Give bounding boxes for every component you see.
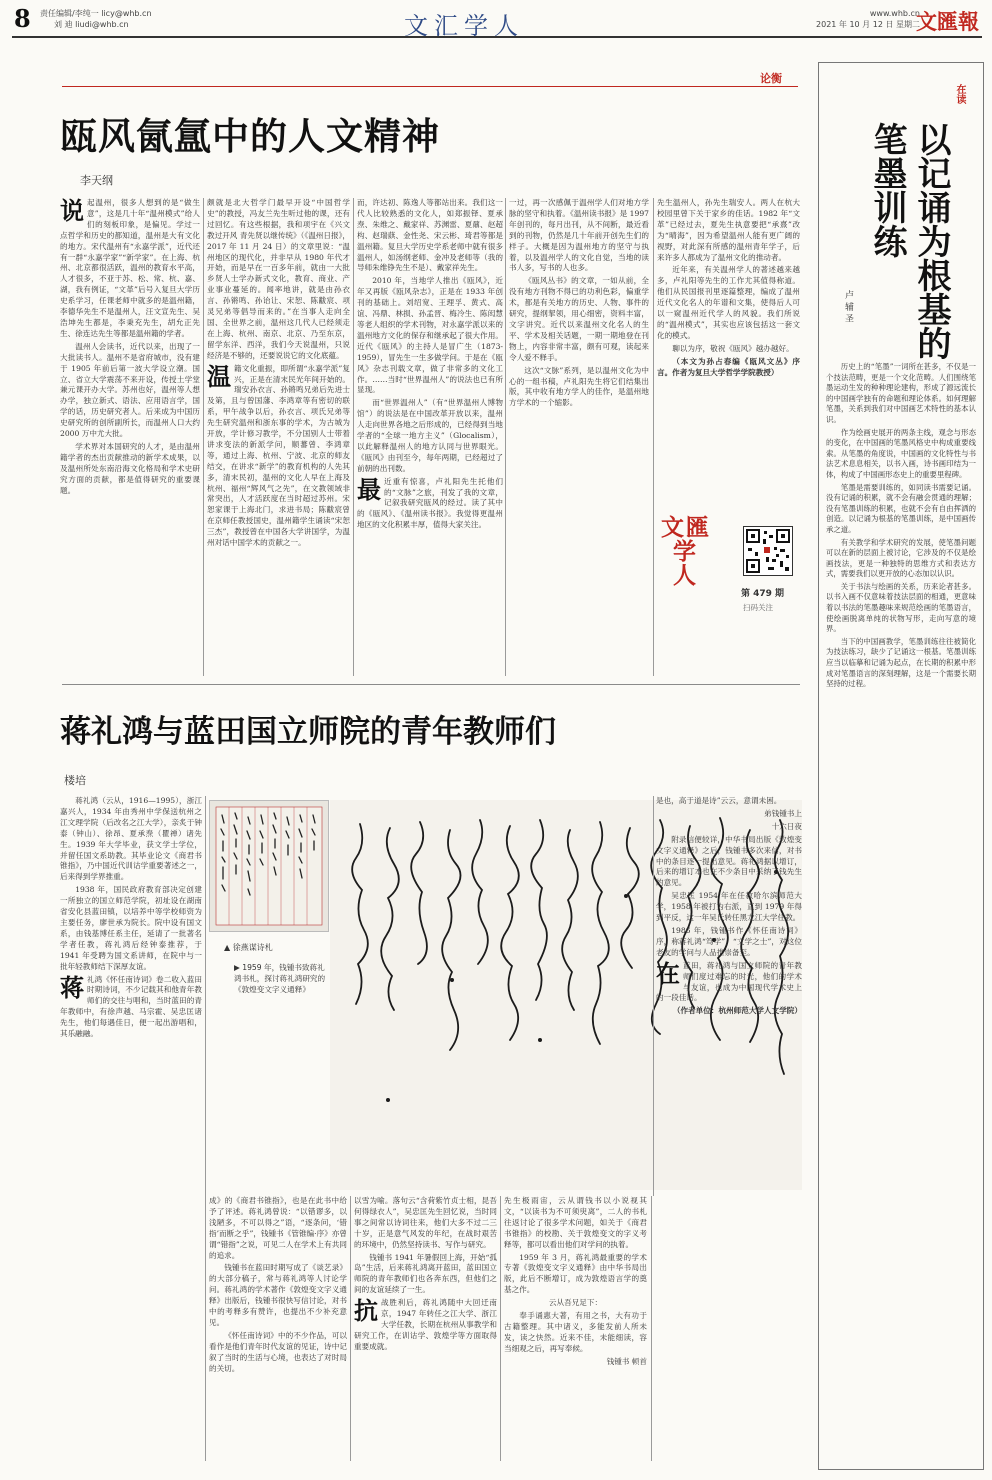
article1-col1-paragraph-1: 起温州，很多人想到的是“做生意”，这是几十年“温州模式”给人们的刻板印象，是偏见。学过一点哲学和历史的都知道，温州是大有文化的地方。宋代温州有“永嘉学派”，近代还有一群“永嘉学家”“新学家”。在上海、杭州、北京都很活跃，温州的教育水平高，人才很多，不亚于苏、松、常、杭、嘉、湖，我有例证，“文革”后号入复旦大学历史系学习，任课老师中就多的是温州籍，李德华先生不是温州人，汪文宣先生、吴浩坤先生都是，李秉充先生，胡允正先生、徐连达先生等都是温州籍的学者。 xyxy=(60,198,200,338)
article1-top-rule xyxy=(62,86,798,87)
column-rule xyxy=(350,1196,351,1461)
article1-tag: 论衡 xyxy=(760,72,782,85)
manuscript-figure-1 xyxy=(209,800,329,932)
article2-colB-paragraph-1: 成》的《商君书锥指》，也是在此书中给予了评述。蒋礼鸿曾说：“以错谬多，以浅陋多，不可以得之”语，“逐条问，‘错指’而断之乎”，钱锺书《管锥编·序》亦曾谓“错指”之说，可见二人在学术上有共同的追求。 xyxy=(209,1196,347,1260)
column-rule xyxy=(505,198,506,676)
article1-column-4 xyxy=(509,198,649,676)
article2-column-2 xyxy=(209,1196,347,1461)
article2-colE-paragraph-1: 是也，高于道是诗”云云，意谓未困。 xyxy=(656,796,782,805)
article2-title: 蒋礼鸿与蓝田国立师院的青年教师们 xyxy=(60,714,556,750)
promo-issue: 第 479 期 xyxy=(741,589,785,599)
article2-colD-paragraph-1: 先生极雨宙，云从谓钱书以小说视其文，“以读书为不可须臾离”，二人的书札往返讨论了很多学术问题，如关于《商君书锥指》的校勘、关于敦煌变文的字义考释等，都可以看出他们对学问的执着。 xyxy=(504,1196,647,1249)
sidebar-title-line-2: 笔墨训练 xyxy=(867,122,907,258)
article2-column-5 xyxy=(656,796,802,1461)
column-rule xyxy=(205,796,206,1461)
sidebar-paragraph-2: 作为绘画史展开的两条主线，观念与形态的变化，在中国画的笔墨风格史中构成重要线索。从笔墨的角度说，中国画的文化特性与书法艺术息息相关，以书入画，诗书画印结为一体，构成了中国画形态史上的重要里程碑。 xyxy=(826,427,976,479)
column-rule xyxy=(651,1196,652,1461)
promo-logo-line2: 学人 xyxy=(673,539,698,589)
article2-colD-paragraph-3: 奉手诵惠大著，有用之书，大有功于古籍整理。其中诸义，多能发前人所未发，读之快然。近来不佳，未能细读，容当细观之后，再写奉候。 xyxy=(504,1311,647,1353)
article1-col1-paragraph-2: 温州人会读书，近代以来，出现了一大批读书人。温州不是省府城市，没有建于 1905 年前后第一波大学设立潮。国立、省立大学震荡不来开设，传授土学堂兼元课开办大学。苏州也好，温州等人想办学，独立新式、语法、应用语言学，国学的话，历史研究者人。后来成为中国历史研究所的创所副所长，而温州人口大约 2000 万中尤大批。 xyxy=(60,341,200,439)
sidebar-title-line-1: 以记诵为根基的 xyxy=(911,122,951,360)
article2-colA-paragraph-1: 蒋礼鸿（云从，1916—1995），浙江嘉兴人，1934 年由秀州中学保送杭州之江文理学院（后改名之江大学），亲炙于钟泰（钟山）、徐昂、夏承焘（瞿禅）诸先生。1939 年大学毕业，获文学士学位，并留任国文系助教。其毕业论文《商君书锥指》，乃中国近代训诂学重要著述之一，后来得到学界推重。 xyxy=(60,796,202,882)
article2-colB-paragraph-3: 《怀任南诗词》中的不少作品，可以看作是他们青年时代友谊的见证，诗中记叙了当时的生活与心境，也表达了对时局的关切。 xyxy=(209,1330,347,1373)
article2-colD-signature: 钱锺书 顿首 xyxy=(606,1356,647,1366)
article2-colE-signature-1: 弟钱锺书上 xyxy=(764,808,802,818)
website: www.whb.cn xyxy=(869,9,920,18)
article2-column-1 xyxy=(60,796,202,1461)
article2-colA-paragraph-3: 礼鸿《怀任南诗词》卷二收入蓝田时期诗词，不少记载其和他青年教师们的交往与唱和，当时蓝田的青年教师中，有徐声越、马宗霍、吴忠匡诸先生，他们每遇佳日，便一起出游唱和，其乐融融。 xyxy=(60,974,202,1039)
article1-col2-paragraph-1: 颇就是北大哲学门最早开设“中国哲学史”的教授，冯友兰先生听过他的课，还有过回忆。有这些根据，我和项宇在《兴文教过开风 青先贤以继传统》（《温州日报》，2017 年 11 月 24 日）的文章里说：“温州地区的现代化，并非早从 1980 年代才开始，而是早在一百多年前，就由一大批乡贤人士学办新式文化，教育、商业、产业事业蔓延的。闻率地讲，就是由孙衣言、孙锵鸣、孙诒让、宋恕、陈黻宸、项灵兄弟等倡导而来的。”在当事人走向全国、全世界之前，温州这几代人已经须走在上海、杭州、南京、北京、乃至东京，留学东洋、西洋，我们今天说温州，只说经济是不够的，还要说说它的文化底蕴。 xyxy=(207,198,350,360)
editor-credit xyxy=(40,8,152,30)
article2-author: 楼培 xyxy=(64,774,86,787)
article2-column-4 xyxy=(504,1196,647,1461)
promo-logo-line1: 文匯 xyxy=(661,515,711,541)
article2-colC-paragraph-3: 战胜利后，蒋礼鸿随中大回迁南京，1947 年转任之江大学、浙江大学任教，长期在杭州从事教学和研究工作，在训诂学、敦煌学等方面取得重要成就。 xyxy=(354,1298,497,1351)
article1-col5-paragraph-3: 聊以为序，敬祝《瓯风》越办越好。 xyxy=(672,343,794,353)
figure-1-caption: ▲ 徐燕谋诗札 xyxy=(224,943,273,952)
article2-dropcap-2: 抗 xyxy=(354,1297,378,1326)
article1-col3-paragraph-3: 而“世界温州人”（有“世界温州人博物馆”）的说法是在中国改革开放以来，温州人走向世界各地之后形成的，已经得到当地学者的“全球一地方主义”（Glocalism），以此解释温州人的地方认同与世界眼光。《瓯风》由刊至今，每年两期，已经超过了前朝的出刊数。 xyxy=(357,398,503,473)
article1-col4-paragraph-3: 这次“文脉”系列，是以温州文化为中心的一组书稿，卢礼阳先生将它们结集出版，其中收有地方学人的佳作，是温州地方学术的一个缩影。 xyxy=(509,365,649,408)
column-rule xyxy=(353,198,354,676)
qr-code-icon xyxy=(744,527,792,575)
article2-dropcap-3: 在 xyxy=(656,959,680,988)
sidebar-paragraph-3: 笔墨是需要训练的，如同读书需要记诵。没有记诵的积累，就不会有融会贯通的理解；没有笔墨训练的积累，也就不会有自由挥洒的创造。以记诵为根基的笔墨训练，是中国画传承之道。 xyxy=(826,482,976,534)
article1-column-3 xyxy=(357,198,503,676)
issue-date: 2021 年 10 月 12 日 星期二 xyxy=(816,20,920,29)
article2-colE-signature-2: 十六日夜 xyxy=(771,821,802,831)
article1-col4-paragraph-2: 《瓯风丛书》的文章，一如从前，全没有地方刊物不得已的功利色彩，偏重学术，都是有关地方的历史、人物、事件的研究，提纲挈领，用心细密，资料丰富，文字讲究。近代以来温州文化名人的生平、学术及相关话题，一期一期地登在刊物上，内容非常丰富，颇有可观，读起来令人爱不释手。 xyxy=(509,276,649,362)
article1-column-2 xyxy=(207,198,350,676)
article1-column-5 xyxy=(657,198,800,498)
editor-line-2: 刘 迪 liudi@whb.cn xyxy=(54,20,129,29)
article1-col4-paragraph-1: 一过，再一次感佩于温州学人们对地方学脉的坚守和执着。《温州读书报》是 1997 年创刊的，每月出刊，从不间断，最近看到的刊物，仍然是几十年前开创先生们的样子。大概是因为温州地方的坚守与执着，以及温州学人的文化自觉，当地的读书人多，写书的人也多。 xyxy=(509,198,649,273)
article-divider xyxy=(62,684,800,685)
article1-col5-paragraph-1: 先生温州人，孙先生瑞安人。两人在杭大校园里曾下关于家乡的佳话。1982 年“文革”已经过去，夏先生执意要把“承熹”改为“晴海”，因为希望温州人能有更广阔的视野，对此深有所感的温州青年学子，后来许多人都成为了温州文化的推动者。 xyxy=(657,198,800,262)
article2-column-3 xyxy=(354,1196,497,1461)
article2-colE-paragraph-4: 1986 年，钱锺书作《怀任南诗词》序，称蒋礼鸿“笃学”，“文学之士”，对这位老友的学问与人品推崇备至。 xyxy=(656,925,802,957)
article2-colE-paragraph-5: 蓝田，蒋礼鸿与国立师院的青年教师们度过难忘的时光，他们的学术与友谊，也成为中国现代学术史上的一段佳话。 xyxy=(656,960,802,1003)
article1-title: 瓯风氤氲中的人文精神 xyxy=(60,115,440,158)
column-rule xyxy=(203,198,204,676)
masthead-right xyxy=(760,8,920,30)
article2-colE-paragraph-2: 附录信便较详，中华书局出版《敦煌变文字义通释》之后，钱锺书多次来信，对书中的条目逐一提出意见。蒋礼鸿据以增订，后来的增订本也在不少条目中采纳了钱先生的意见。 xyxy=(656,834,802,888)
column-rule xyxy=(653,796,654,1196)
masthead-rule xyxy=(12,36,982,38)
sidebar-paragraph-4: 有关教学和学术研究的发展，使笔墨问题可以在新的层面上被讨论，它涉及的不仅是绘画技法，更是一种独特的思维方式和表达方式，需要我们以更开放的心态加以认识。 xyxy=(826,537,976,579)
article1-col5-note: （本文为孙占春编《瓯风文丛》序言。作者为复旦大学哲学学院教授） xyxy=(657,356,800,377)
article2-colC-paragraph-2: 钱锺书 1941 年暑假回上海，开始“孤岛”生活，后来蒋礼鸿离开蓝田，蓝田国立师院的青年教师们也各奔东西，但他们之间的友谊延续了一生。 xyxy=(354,1252,497,1295)
figure-2-caption: ▶ 1959 年，钱锺书致蒋礼鸿书札，探讨蒋礼鸿研究的《敦煌变文字义通释》 xyxy=(234,963,326,994)
manuscript-1-image xyxy=(210,801,328,931)
article1-col3-paragraph-1: 而，许达初、陈逸人等都站出来。我们这一代人比较熟悉的文化人，如郑振铎、夏承焘、朱维之、戴家祥、苏渊雷、夏鼐、赵超构、赵瑞蕻、金性尧、宋云彬、琦君等都是温州籍。复旦大学历史学系老师中就有很多温州人，如汤纲老师、金冲及老师等（我的导师朱维铮先生不是）、戴家祥先生。 xyxy=(357,198,503,273)
page-number: 8 xyxy=(14,4,31,33)
article1-col2-paragraph-2: 籍文化重振，即所谓“永嘉学派”复兴，正是在清末民光年间开始的。瑞安孙衣言、孙锵鸣兄弟后先进士及第，且与曾国藩、李鸿章等有密切的联系，甲午战争以后，孙衣言、项氏兄弟等先生研究温州和浙东事的学术，为古城为开放，学计修习教学，不分国别人士带着讲求变法的新派学问，顺蕃曾、李鸿章等，通过上海、杭州、宁波、北京的师友结交，在讲求“新学”的教育机构的人先其多，清末民初，温州的文化人早在上海及杭州、福州“辉风气之先”，在文教领域非常突出，人才活跃度在当时超过苏州。宋恕家课于上海北门，求进书局；陈黻宸曾在京师任教授国史，温州籍学生诵读“宋恕三杰”，教授曾在中国各大学讲国学，为温州对话中国学术的贡献之一。 xyxy=(207,363,350,548)
promo-qr-label: 扫码关注 xyxy=(743,603,773,612)
article2-colC-paragraph-1: 以雪为喻。落句云“含荷紫竹贞士相，昆吾何得绿衣人”，吴忠匡先生回忆说，当时同事之间常以诗词往来，他们大多不过二三十岁，正是意气风发的年纪，在战时艰苦的环境中，仍然坚持读书、写作与研究。 xyxy=(354,1196,497,1249)
article1-dropcap-2: 温 xyxy=(207,362,231,391)
article1-col5-paragraph-2: 近年来，有关温州学人的著述越来越多，卢礼阳等先生的工作尤其值得称道。他们从民国报刊里逐篇整理，编成了温州近代文化名人的年谱和文集，使得后人可以一窥温州近代学人的风貌。我们所说的“温州模式”，其实也应该包括这一套文化的模式。 xyxy=(657,265,800,340)
article2-colE-paragraph-3: 吴忠匡 1954 年在任教哈尔滨师范大学，1958 年被打为右派，直到 1979 年得到平反，这一年吴氏转任黑龙江大学任教。 xyxy=(656,891,802,923)
promo-logo xyxy=(661,516,721,588)
column-rule xyxy=(653,198,654,676)
sidebar-tag: 在读 xyxy=(954,84,965,104)
article1-column-1 xyxy=(60,198,200,676)
article1-dropcap-3: 最 xyxy=(357,475,381,504)
sidebar-body xyxy=(826,362,976,1458)
article1-col1-paragraph-3: 学术界对本国研究的人才，是由温州籍学者的杰出贡献推动的新学术成果，以及温州所处东南沿海文化格局和学术史研究方面的贡献，都是值得研究的重要课题。 xyxy=(60,441,200,495)
promo-box xyxy=(657,512,800,630)
article2-letter-salutation: 云从吾兄足下： xyxy=(548,1298,603,1308)
article1-col3-paragraph-4: 近重有惊喜，卢礼阳先生托他们的“文脉”之旅，刊发了我的文章，记叙我研究瓯风的经过。读了其中的《瓯风》、《温州读书报》。我觉得更温州地区的文化积累丰厚，值得大家关注。 xyxy=(357,476,503,530)
article1-author: 李天纲 xyxy=(80,174,113,187)
article2-colA-paragraph-2: 1938 年，国民政府教育部决定创建一所独立的国立师范学院，初址设在湖南省安化县蓝田镇，以培养中等学校师资为主要任务，廖世承为院长。院中设有国文系，由钱基博任系主任，延请了一批著名学者任教，蒋礼鸿后经钟泰推荐，于 1941 年受聘为国文系讲师，在院中与一批年轻教师结下深厚友谊。 xyxy=(60,885,202,971)
sidebar-paragraph-5: 关于书法与绘画的关系，历来论者甚多。以书入画不仅意味着技法层面的相通，更意味着以书法的笔墨趣味来规范绘画的笔墨语言，使绘画脱离单纯的状物写形，走向写意的境界。 xyxy=(826,581,976,634)
article2-author-note: （作者单位：杭州师范大学人文学院） xyxy=(672,1006,802,1016)
qr-code[interactable] xyxy=(743,526,793,576)
editor-line-1: 责任编辑/李纯一 licy@whb.cn xyxy=(40,9,152,18)
article1-col3-paragraph-2: 2010 年，当地学人推出《瓯风》，近年又再版《瓯风杂志》，正是在 1933 年创刊的基础上。刘绍宽、王理孚、黄式、高谊、冯鼎、林损、孙孟晋、梅冷生、陈闳慧等老人组织的学术刊物，对永嘉学派以来的温州地方文化的保存和继承起了很大作用。近代《瓯风》的主持人是冒广生（1873-1959），冒先生一生多做学问。于是在《瓯风》杂志刊载文章，做了非常多的文化工作。……当时“世界温州人”的说法也已有所显现。 xyxy=(357,276,503,395)
article1-dropcap-1: 说 xyxy=(60,197,84,225)
sidebar-paragraph-6: 当下的中国画教学，笔墨训练往往被简化为技法练习，缺少了记诵这一根基。笔墨训练应当以临摹和记诵为起点，在长期的积累中形成对笔墨语言的深刻理解，这是一个需要长期坚持的过程。 xyxy=(826,636,976,689)
sidebar-author: 卢 辅 圣 xyxy=(843,290,853,323)
article2-colD-paragraph-2: 1959 年 3 月，蒋礼鸿最重要的学术专著《敦煌变文字义通释》由中华书局出版，此后不断增订，成为敦煌语言学的奠基之作。 xyxy=(504,1252,647,1295)
newspaper-logo: 文匯報 xyxy=(916,9,979,34)
section-title: 文汇学人 xyxy=(404,12,524,40)
article2-colB-paragraph-2: 钱锺书在蓝田时期写成了《谈艺录》的大部分稿子，常与蒋礼鸿等人讨论学问。蒋礼鸿的学术著作《敦煌变文字义通释》出版后，钱锺书很快写信讨论，对书中的考释多有赞许，也提出不少补充意见。 xyxy=(209,1263,347,1327)
sidebar-paragraph-1: 历史上的“笔墨”一词所在甚多，不仅是一个技法范畴，更是一个文化范畴。人们围绕笔墨运动生发的种种理论建构，形成了源远流长的中国画学独有的命题和理论体系。如何理解笔墨，关系到我们对中国画艺术特性的基本认识。 xyxy=(826,362,976,424)
column-rule xyxy=(500,1196,501,1461)
article2-dropcap-1: 蒋 xyxy=(60,973,84,1002)
